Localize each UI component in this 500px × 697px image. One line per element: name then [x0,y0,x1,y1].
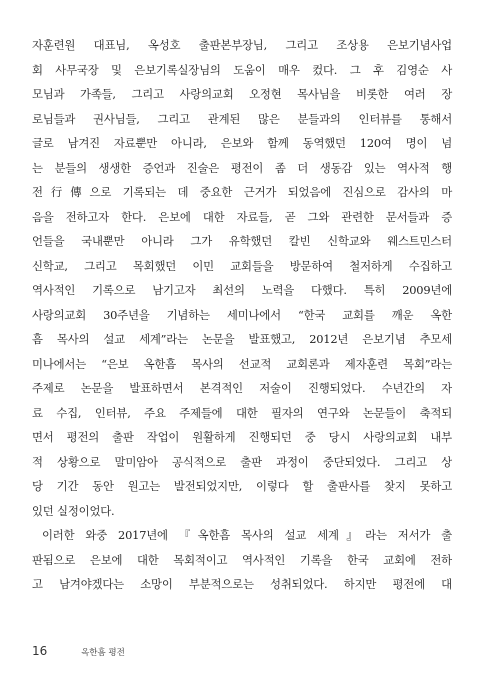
text-line: 적 상황으로 말미암아 공식적으로 출판 과정이 중단되었다. 그리고 상 [32,454,452,469]
text-line: 판됨으로 은보에 대한 목회적이고 역사적인 기록을 한국 교회에 전하 [32,552,452,567]
text-line: 신학교, 그리고 목회했던 이민 교회들을 방문하여 철저하게 수집하고 [32,258,452,273]
text-line: 언들을 국내뿐만 아니라 그가 유학했던 칼빈 신학교와 웨스트민스터 [32,234,452,248]
text-line: 흠 목사의 설교 세계”라는 논문을 발표했고, 2012년 은보기념 추모세 [32,332,452,346]
text-line: 모님과 가족들, 그리고 사랑의교회 오정현 목사님을 비롯한 여러 장 [32,87,452,101]
text-line: 글로 남겨진 자료뿐만 아니라, 은보와 함께 동역했던 120여 명이 넘 [32,136,452,150]
text-line: 면서 평전의 출판 작업이 원활하게 진행되던 중 당시 사랑의교회 내부 [32,430,452,444]
text-line: 회 사무국장 및 은보기록실장님의 도움이 매우 컸다. 그 후 김영순 사 [32,62,452,77]
text-line: 로님들과 권사님들, 그리고 관계된 많은 분들과의 인터뷰를 통해서 [32,111,452,126]
text-line: 주제로 논문을 발표하면서 본격적인 저술이 진행되었다. 수년간의 자 [32,381,452,395]
page-footer [32,640,125,660]
text-line: 는 분들의 생생한 증언과 진술은 평전이 좀 더 생동감 있는 역사적 행 [32,160,452,175]
text-line: 이러한 와중 2017년에 『옥한흠 목사의 설교 세계』라는 저서가 출 [42,528,452,542]
text-line: 있던 실정이었다. [32,503,115,518]
text-line: 사랑의교회 30주년을 기념하는 세미나에서 “한국 교회를 깨운 옥한 [32,307,452,322]
page-number: 16 [32,644,48,658]
text-line: 자훈련원 대표님, 옥성호 출판본부장님, 그리고 조상용 은보기념사업 [32,38,452,52]
text-line: 미나에서는 “은보 옥한흠 목사의 선교적 교회론과 제자훈련 목회”라는 [32,356,452,371]
text-line: 음을 전하고자 한다. 은보에 대한 자료들, 곧 그와 관련한 문서들과 증 [32,209,452,224]
running-title: 옥한흠 평전 [81,648,125,658]
text-line: 역사적인 기록으로 남기고자 최선의 노력을 다했다. 특히 2009년에 [32,283,452,297]
text-line: 전行傳으로 기록되는 데 중요한 근거가 되었음에 진심으로 감사의 마 [32,185,452,199]
text-line: 료 수집, 인터뷰, 주요 주제들에 대한 필자의 연구와 논문들이 축적되 [32,405,452,420]
text-line: 당 기간 동안 원고는 발전되었지만, 이렇다 할 출판사를 찾지 못하고 [32,479,452,493]
text-line: 고 남겨야겠다는 소망이 부분적으로는 성취되었다. 하지만 평전에 대 [32,577,452,591]
body-text [32,33,452,597]
